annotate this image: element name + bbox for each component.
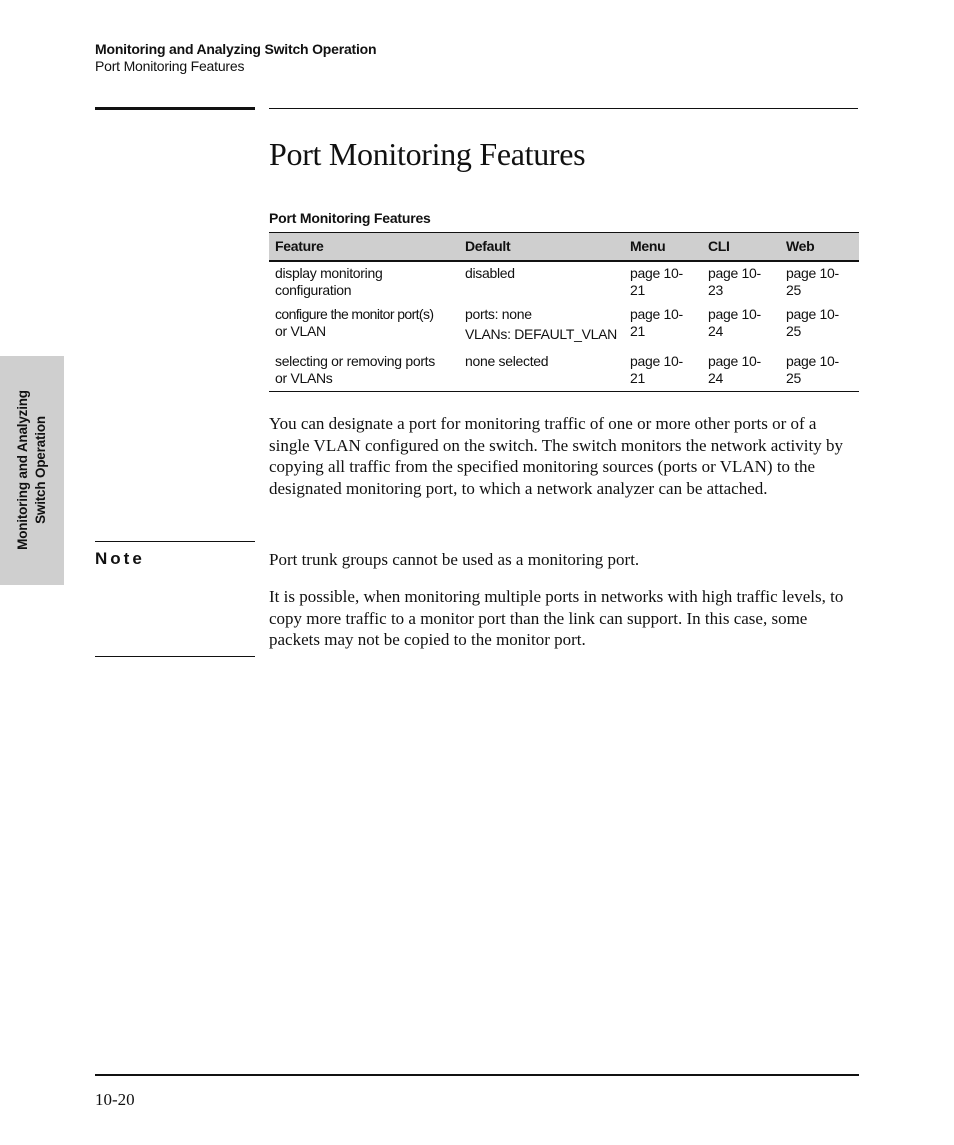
- web-page-ref: page 10-25: [786, 306, 839, 339]
- side-tab-label: [14, 390, 50, 550]
- chapter-side-tab: [0, 356, 64, 585]
- table-row: [269, 306, 859, 353]
- running-header-section: Port Monitoring Features: [95, 58, 245, 74]
- note-bottom-rule: [95, 656, 255, 657]
- web-page-ref: page 10-25: [786, 265, 839, 298]
- column-header-web: Web: [780, 233, 859, 262]
- page-title: Port Monitoring Features: [269, 136, 586, 172]
- feature-text: selecting or removing ports: [275, 353, 435, 369]
- feature-text: configure the monitor port(s): [275, 306, 434, 322]
- menu-page-ref: page 10-21: [630, 306, 683, 339]
- feature-cell: [269, 306, 459, 353]
- cli-page-ref: page 10-23: [708, 265, 761, 298]
- table-caption: Port Monitoring Features: [269, 210, 431, 226]
- web-page-ref: page 10-25: [780, 353, 859, 392]
- page-number: 10-20: [95, 1090, 135, 1109]
- footer-rule: [95, 1074, 859, 1076]
- default-text: VLANs: DEFAULT_VLAN: [465, 326, 617, 342]
- feature-cell: [269, 353, 459, 392]
- default-text: ports: none: [465, 306, 532, 322]
- default-cell: [459, 306, 624, 353]
- right-heading-rule: [269, 108, 858, 109]
- column-header-default: Default: [459, 233, 624, 262]
- running-header-chapter: Monitoring and Analyzing Switch Operation: [95, 41, 377, 57]
- note-paragraph: Port trunk groups cannot be used as a monitoring port.: [269, 550, 640, 569]
- cli-page-ref: page 10-24: [702, 353, 780, 392]
- menu-page-ref: page 10-21: [624, 353, 702, 392]
- table-row: [269, 353, 859, 392]
- menu-page-ref: page 10-21: [630, 265, 683, 298]
- feature-text: display monitoring: [275, 265, 383, 281]
- column-header-menu: Menu: [624, 233, 702, 262]
- column-header-cli: CLI: [702, 233, 780, 262]
- table-row: [269, 261, 859, 306]
- default-cell: [459, 261, 624, 306]
- default-text: none selected: [465, 353, 549, 369]
- feature-cell: [269, 261, 459, 306]
- note-top-rule: [95, 541, 255, 542]
- body-paragraph: You can designate a port for monitoring traffic of one or more other ports or of a single VLAN configured on the switch. The switch monitors the network activity by copying all traffic from the specified monitoring sources (ports or VLAN) to the designated monitoring port, to which a network analyzer can be attached.: [269, 414, 843, 498]
- left-heading-rule: [95, 107, 255, 110]
- features-table: [269, 232, 859, 392]
- default-cell: [459, 353, 624, 392]
- feature-text: or VLAN: [275, 323, 326, 339]
- cli-page-ref: page 10-24: [708, 306, 761, 339]
- default-text: disabled: [465, 265, 515, 281]
- note-label: Note: [95, 549, 145, 568]
- table-header-row: [269, 233, 859, 262]
- note-paragraph: It is possible, when monitoring multiple ports in networks with high traffic levels, to copy more traffic to a monitor port than the link can support. In this case, some packets may not be copied to the monitor port.: [269, 587, 844, 649]
- side-tab-line-2: Switch Operation: [33, 416, 48, 524]
- feature-text: configuration: [275, 282, 352, 298]
- side-tab-line-1: Monitoring and Analyzing: [15, 390, 30, 550]
- feature-text: or VLANs: [275, 370, 333, 386]
- column-header-feature: Feature: [269, 233, 459, 262]
